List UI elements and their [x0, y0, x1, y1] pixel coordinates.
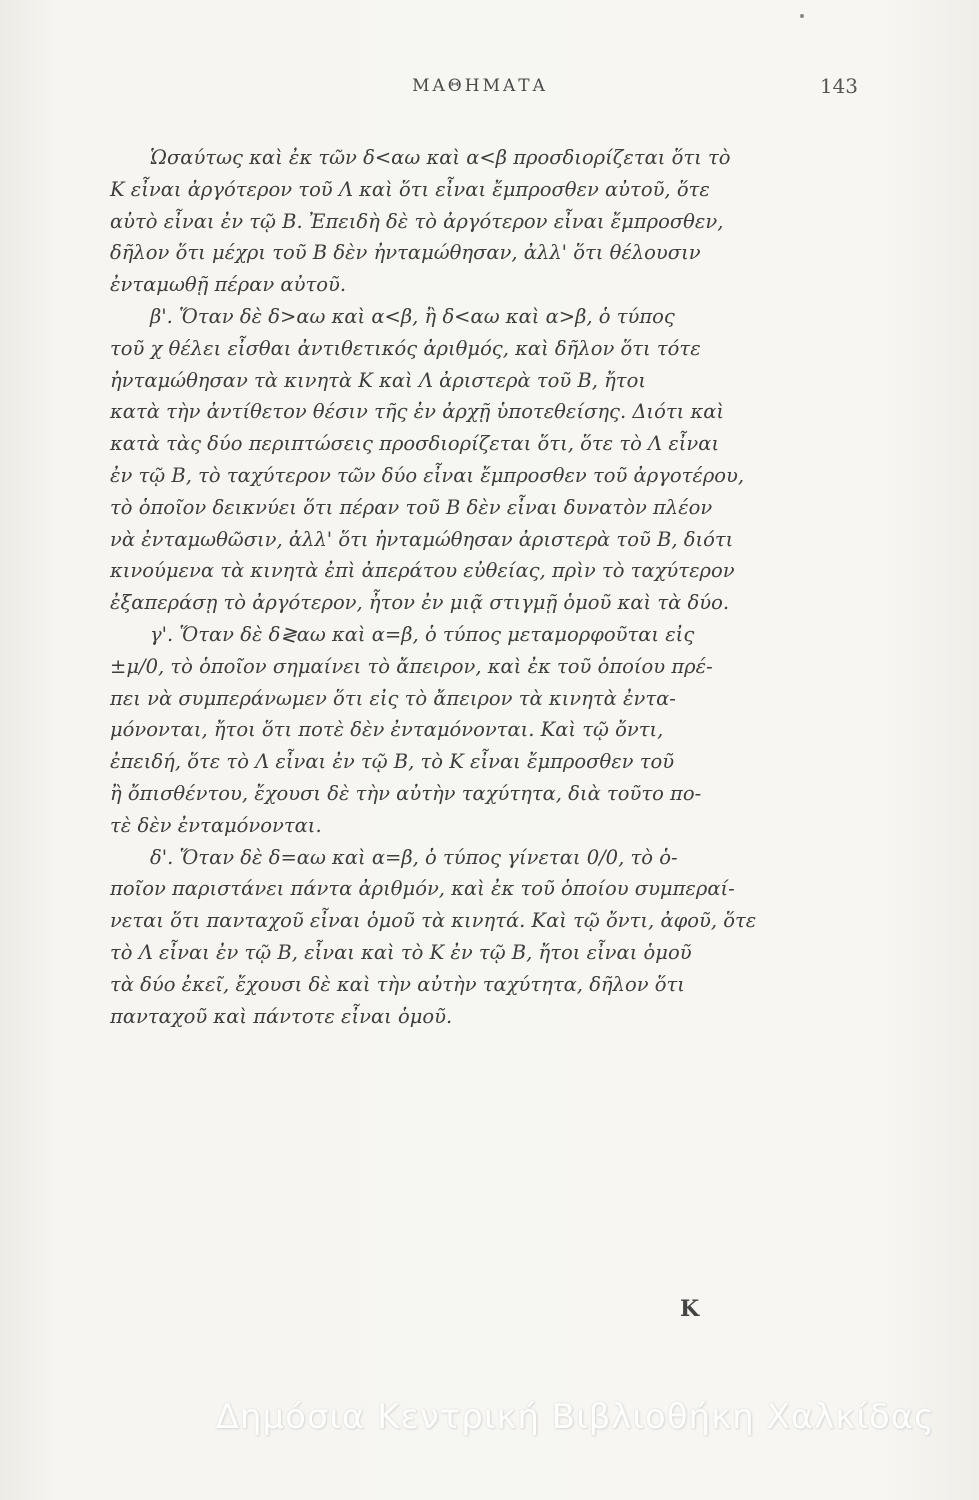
text-line: τοῦ χ θέλει εἶσθαι ἀντιθετικός ἀριθμός, καὶ δῆλον ὅτι τότε [110, 336, 701, 360]
page-body [110, 142, 830, 1032]
text-line: γ'. Ὅταν δὲ δ≷αω καὶ α=β, ὁ τύπος μεταμορφοῦται εἰς [150, 622, 695, 646]
text-line: ἠνταμώθησαν τὰ κινητὰ Κ καὶ Λ ἀριστερὰ τοῦ Β, ἤτοι [110, 368, 646, 392]
text-line: πανταχοῦ καὶ πάντοτε εἶναι ὁμοῦ. [110, 1004, 453, 1028]
text-line: κατὰ τὰς δύο περιπτώσεις προσδιορίζεται ὅτι, ὅτε τὸ Λ εἶναι [110, 432, 720, 456]
text-line: αὐτὸ εἶναι ἐν τῷ Β. Ἐπειδὴ δὲ τὸ ἀργότερον εἶναι ἔμπροσθεν, [110, 209, 724, 233]
text-line: ἢ ὄπισθέντου, ἔχουσι δὲ τὴν αὐτὴν ταχύτητα, διὰ τοῦτο πο- [110, 781, 702, 805]
text-line: μόνονται, ἤτοι ὅτι ποτὲ δὲν ἐνταμόνονται. Καὶ τῷ ὄντι, [110, 718, 664, 742]
text-line: δῆλον ὅτι μέχρι τοῦ Β δὲν ἠνταμώθησαν, ἀλλ' ὅτι θέλουσιν [110, 241, 701, 265]
running-header [110, 74, 858, 106]
library-watermark: Δημόσια Κεντρική Βιβλιοθήκη Χαλκίδας [215, 1397, 935, 1437]
speck [800, 14, 804, 18]
text-line: κατὰ τὴν ἀντίθετον θέσιν τῆς ἐν ἀρχῇ ὑποτεθείσης. Διότι καὶ [110, 400, 725, 424]
text-line: δ'. Ὅταν δὲ δ=αω καὶ α=β, ὁ τύπος γίνεται 0/0, τὸ ὁ- [150, 845, 678, 869]
text-line: πει νὰ συμπεράνωμεν ὅτι εἰς τὸ ἄπειρον τὰ κινητὰ ἐντα- [110, 686, 676, 710]
text-line: ἐν τῷ Β, τὸ ταχύτερον τῶν δύο εἶναι ἔμπροσθεν τοῦ ἀργοτέρου, [110, 463, 745, 487]
text-line: Κ εἶναι ἀργότερον τοῦ Λ καὶ ὅτι εἶναι ἔμπροσθεν αὐτοῦ, ὅτε [110, 177, 710, 201]
text-line: Ὡσαύτως καὶ ἐκ τῶν δ<αω καὶ α<β προσδιορίζεται ὅτι τὸ [150, 146, 731, 169]
running-title: ΜΑΘΗΜΑΤΑ [412, 76, 548, 96]
text-line: κινούμενα τὰ κινητὰ ἐπὶ ἀπεράτου εὐθείας, πρὶν τὸ ταχύτερον [110, 559, 735, 583]
text-line: β'. Ὅταν δὲ δ>αω καὶ α<β, ἢ δ<αω καὶ α>β, ὁ τύπος [150, 304, 675, 328]
page-number: 143 [819, 74, 858, 98]
signature-mark: Κ [680, 1296, 700, 1322]
text-line: ±μ/0, τὸ ὁποῖον σημαίνει τὸ ἄπειρον, καὶ ἐκ τοῦ ὁποίου πρέ- [110, 654, 713, 678]
text-line: ἐνταμωθῇ πέραν αὐτοῦ. [110, 273, 347, 297]
text-line: ποῖον παριστάνει πάντα ἀριθμόν, καὶ ἐκ τοῦ ὁποίου συμπεραί- [110, 877, 735, 901]
text-line: ἐξαπεράσῃ τὸ ἀργότερον, ἦτον ἐν μιᾷ στιγμῇ ὁμοῦ καὶ τὰ δύο. [110, 591, 730, 615]
text-line: τὸ Λ εἶναι ἐν τῷ Β, εἶναι καὶ τὸ Κ ἐν τῷ Β, ἤτοι εἶναι ὁμοῦ [110, 940, 692, 964]
text-line: τὲ δὲν ἐνταμόνονται. [110, 813, 322, 837]
text-line: νὰ ἐνταμωθῶσιν, ἀλλ' ὅτι ἠνταμώθησαν ἀριστερὰ τοῦ Β, διότι [110, 527, 734, 551]
text-line: νεται ὅτι πανταχοῦ εἶναι ὁμοῦ τὰ κινητά. Καὶ τῷ ὄντι, ἀφοῦ, ὅτε [110, 909, 757, 933]
text-line: ἐπειδή, ὅτε τὸ Λ εἶναι ἐν τῷ Β, τὸ Κ εἶναι ἔμπροσθεν τοῦ [110, 750, 675, 774]
text-line: τὰ δύο ἐκεῖ, ἔχουσι δὲ καὶ τὴν αὐτὴν ταχύτητα, δῆλον ὅτι [110, 972, 685, 996]
text-line: τὸ ὁποῖον δεικνύει ὅτι πέραν τοῦ Β δὲν εἶναι δυνατὸν πλέον [110, 495, 713, 519]
